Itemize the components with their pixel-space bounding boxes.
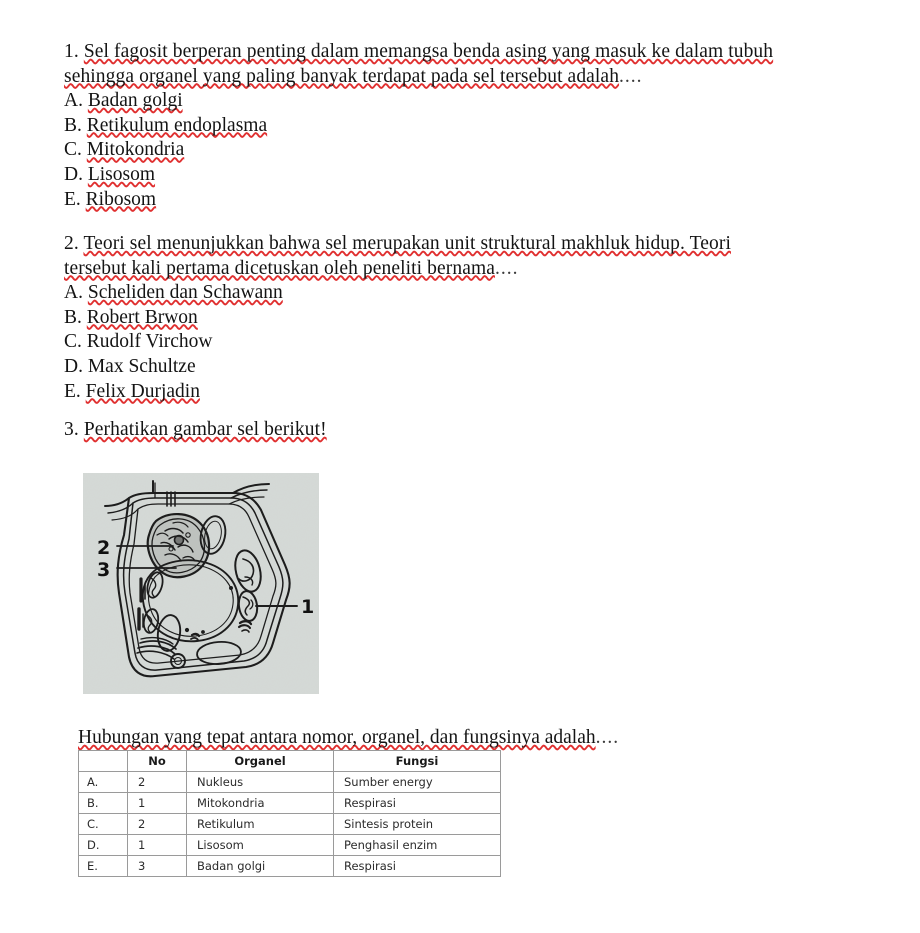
row-no: 2 [128, 814, 187, 835]
row-no: 1 [128, 835, 187, 856]
row-letter: A. [79, 772, 128, 793]
question-1-option-c[interactable] [64, 138, 864, 163]
question-2-text-line-1: Teori sel menunjukkan bahwa sel merupakan unit struktural makhluk hidup. Teori [83, 233, 731, 254]
answer-table-caption [78, 726, 619, 750]
table-header-row [79, 751, 501, 772]
row-fungsi: Sumber energy [334, 772, 501, 793]
option-letter: B. [64, 306, 82, 328]
question-1-option-b[interactable] [64, 114, 864, 139]
table-header-blank [79, 751, 128, 772]
table-row[interactable] [79, 856, 501, 877]
question-1-option-a[interactable] [64, 89, 864, 114]
row-organel: Mitokondria [187, 793, 334, 814]
table-row[interactable] [79, 835, 501, 856]
option-text: Felix Durjadin [85, 380, 200, 402]
row-no: 2 [128, 772, 187, 793]
row-fungsi: Penghasil enzim [334, 835, 501, 856]
row-organel: Nukleus [187, 772, 334, 793]
row-organel: Retikulum [187, 814, 334, 835]
question-3-line-1 [64, 418, 864, 443]
question-3-number: 3. [64, 419, 79, 440]
option-text: Lisosom [87, 163, 156, 185]
option-text: Robert Brwon [86, 306, 198, 328]
option-letter: D. [64, 163, 83, 185]
option-letter: E. [64, 188, 81, 210]
option-letter: A. [64, 282, 83, 304]
option-letter: D. [64, 355, 83, 377]
row-letter: C. [79, 814, 128, 835]
row-organel: Lisosom [187, 835, 334, 856]
row-letter: E. [79, 856, 128, 877]
question-3 [64, 418, 864, 443]
row-fungsi: Respirasi [334, 793, 501, 814]
option-text: Scheliden dan Schawann [87, 282, 283, 304]
table-header-fungsi: Fungsi [334, 751, 501, 772]
question-1-text-line-1: Sel fagosit berperan penting dalam memangsa benda asing yang masuk ke dalam tubuh [83, 41, 774, 62]
question-2-option-c[interactable] [64, 330, 864, 355]
answer-options-table [78, 750, 501, 877]
question-3-text-line-1: Perhatikan gambar sel berikut! [83, 419, 327, 440]
question-2-option-a[interactable] [64, 281, 864, 306]
cell-label-2: 2 [97, 537, 111, 559]
question-2-line-2 [64, 257, 864, 282]
option-text: Max Schultze [87, 355, 196, 377]
row-fungsi: Sintesis protein [334, 814, 501, 835]
question-2-option-d[interactable] [64, 355, 864, 380]
option-text: Badan golgi [87, 90, 183, 112]
table-header-organel: Organel [187, 751, 334, 772]
question-1-option-d[interactable] [64, 163, 864, 188]
row-no: 3 [128, 856, 187, 877]
question-2-line-1 [64, 232, 864, 257]
table-row[interactable] [79, 793, 501, 814]
question-1-option-e[interactable] [64, 188, 864, 213]
cell-label-1: 1 [301, 596, 315, 618]
question-1 [64, 40, 864, 212]
question-1-number: 1. [64, 41, 79, 62]
option-text: Ribosom [85, 188, 157, 210]
table-header-no: No [128, 751, 187, 772]
cell-diagram-figure [83, 473, 319, 694]
option-text: Mitokondria [86, 139, 185, 161]
cell-label-3: 3 [97, 559, 111, 581]
question-1-text-line-2: sehingga organel yang paling banyak terdapat pada sel tersebut adalah [64, 65, 620, 87]
row-no: 1 [128, 793, 187, 814]
plant-cell-diagram-svg [83, 473, 319, 694]
option-letter: E. [64, 380, 81, 402]
question-2-text-line-2: tersebut kali pertama dicetuskan oleh peneliti bernama [64, 257, 495, 279]
question-1-line-2 [64, 65, 864, 90]
row-letter: D. [79, 835, 128, 856]
option-text: Rudolf Virchow [86, 331, 213, 353]
question-2-number: 2. [64, 233, 79, 254]
question-1-ellipsis: .... [619, 65, 643, 87]
option-letter: C. [64, 139, 82, 161]
question-2-ellipsis: .... [494, 257, 519, 279]
table-row[interactable] [79, 772, 501, 793]
row-letter: B. [79, 793, 128, 814]
answer-table-caption-ellipsis: .... [595, 727, 620, 748]
option-letter: A. [64, 90, 83, 112]
question-2 [64, 232, 864, 404]
question-2-option-e[interactable] [64, 380, 864, 405]
option-text: Retikulum endoplasma [86, 114, 268, 136]
row-organel: Badan golgi [187, 856, 334, 877]
row-fungsi: Respirasi [334, 856, 501, 877]
table-row[interactable] [79, 814, 501, 835]
option-letter: B. [64, 114, 82, 136]
answer-table-caption-text: Hubungan yang tepat antara nomor, organel, dan fungsinya adalah [78, 727, 596, 748]
option-letter: C. [64, 331, 82, 353]
question-2-option-b[interactable] [64, 306, 864, 331]
question-1-line-1 [64, 40, 864, 65]
